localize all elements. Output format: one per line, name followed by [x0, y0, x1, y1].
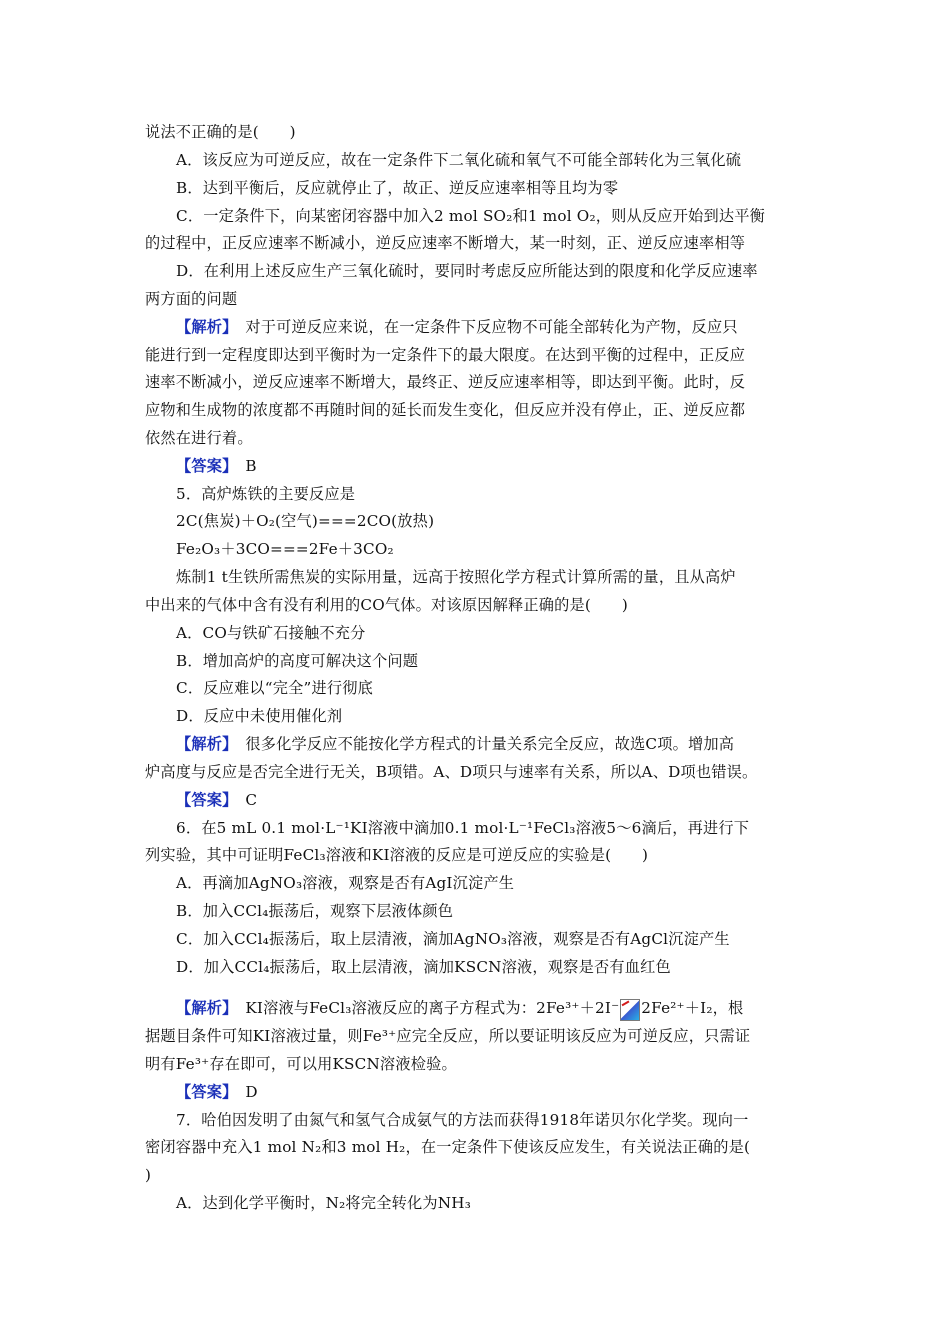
answer-line	[176, 790, 257, 810]
text-line: 列实验，其中可证明FeCl₃溶液和KI溶液的反应是可逆反应的实验是( )	[145, 846, 649, 864]
text-line: 炉高度与反应是否完全进行无关，B项错。A、D项只与速率有关系，所以A、D项也错误。	[145, 763, 758, 781]
answer-tag: 【答案】	[176, 1083, 230, 1101]
answer-tag: 【答案】	[176, 791, 230, 809]
analysis-tag: 【解析】	[176, 735, 230, 753]
answer-tag: 【答案】	[176, 457, 230, 475]
option-a: A．CO与铁矿石接触不充分	[176, 624, 366, 642]
option-b: B．增加高炉的高度可解决这个问题	[176, 652, 419, 670]
analysis-text: 对于可逆反应来说，在一定条件下反应物不可能全部转化为产物，反应只	[229, 318, 738, 336]
option-d: D．加入CCl₄振荡后，取上层清液，滴加KSCN溶液，观察是否有血红色	[176, 958, 671, 976]
text-line: 说法不正确的是( )	[145, 123, 296, 141]
analysis-line	[176, 734, 734, 754]
option-d: D．在利用上述反应生产三氧化硫时，要同时考虑反应所能达到的限度和化学反应速率	[176, 262, 758, 280]
text-line: 速率不断减小，逆反应速率不断增大，最终正、逆反应速率相等，即达到平衡。此时，反	[145, 373, 746, 391]
text-line: 密闭容器中充入1 mol N₂和3 mol H₂，在一定条件下使该反应发生，有关说法正确的是(	[145, 1138, 751, 1156]
answer-value: B	[229, 457, 257, 475]
analysis-line	[176, 317, 738, 337]
analysis-line	[176, 998, 743, 1021]
equation-2: Fe₂O₃＋3CO===2Fe＋3CO₂	[176, 540, 394, 558]
text-line: 明有Fe³⁺存在即可，可以用KSCN溶液检验。	[145, 1055, 457, 1073]
answer-value: D	[229, 1083, 258, 1101]
option-a: A．达到化学平衡时，N₂将完全转化为NH₃	[176, 1194, 471, 1212]
answer-value: C	[229, 791, 258, 809]
analysis-text: 很多化学反应不能按化学方程式的计量关系完全反应，故选C项。增加高	[229, 735, 735, 753]
answer-line	[176, 1082, 258, 1102]
option-c: C．加入CCl₄振荡后，取上层清液，滴加AgNO₃溶液，观察是否有AgCl沉淀产生	[176, 930, 730, 948]
text-line: 依然在进行着。	[145, 429, 253, 447]
option-b: B．达到平衡后，反应就停止了，故正、逆反应速率相等且均为零	[176, 179, 619, 197]
text-line: 炼制1 t生铁所需焦炭的实际用量，远高于按照化学方程式计算所需的量，且从高炉	[176, 568, 736, 586]
text-line: 能进行到一定程度即达到平衡时为一定条件下的最大限度。在达到平衡的过程中，正反应	[145, 346, 746, 364]
option-c: C．反应难以“完全”进行彻底	[176, 679, 374, 697]
analysis-text-cont: 2Fe²⁺＋I₂，根	[641, 999, 744, 1017]
option-a: A．再滴加AgNO₃溶液，观察是否有AgI沉淀产生	[176, 874, 515, 892]
text-line: 的过程中，正反应速率不断减小，逆反应速率不断增大，某一时刻，正、逆反应速率相等	[145, 234, 746, 252]
option-d: D．反应中未使用催化剂	[176, 707, 343, 725]
option-c: C．一定条件下，向某密闭容器中加入2 mol SO₂和1 mol O₂，则从反应开始到达平衡	[176, 207, 765, 225]
text-line: )	[145, 1166, 152, 1184]
equation-1: 2C(焦炭)＋O₂(空气)===2CO(放热)	[176, 512, 435, 530]
option-a: A．该反应为可逆反应，故在一定条件下二氧化硫和氧气不可能全部转化为三氧化硫	[176, 151, 742, 169]
question-5: 5．高炉炼铁的主要反应是	[176, 485, 356, 503]
analysis-text: KI溶液与FeCl₃溶液反应的离子方程式为：2Fe³⁺＋2I⁻	[229, 999, 620, 1017]
analysis-tag: 【解析】	[176, 999, 230, 1017]
question-7: 7．哈伯因发明了由氮气和氢气合成氨气的方法而获得1918年诺贝尔化学奖。现向一	[176, 1111, 749, 1129]
text-line: 两方面的问题	[145, 290, 238, 308]
text-line: 中出来的气体中含有没有利用的CO气体。对该原因解释正确的是( )	[145, 596, 628, 614]
analysis-tag: 【解析】	[176, 318, 230, 336]
option-b: B．加入CCl₄振荡后，观察下层液体颜色	[176, 902, 454, 920]
answer-line	[176, 456, 257, 476]
text-line: 应物和生成物的浓度都不再随时间的延长而发生变化，但反应并没有停止，正、逆反应都	[145, 401, 746, 419]
reversible-arrow-icon	[620, 999, 640, 1021]
text-line: 据题目条件可知KI溶液过量，则Fe³⁺应完全反应，所以要证明该反应为可逆反应，只需证	[145, 1027, 751, 1045]
question-6: 6．在5 mL 0.1 mol·L⁻¹KI溶液中滴加0.1 mol·L⁻¹FeCl₃溶液5～6滴后，再进行下	[176, 819, 750, 837]
